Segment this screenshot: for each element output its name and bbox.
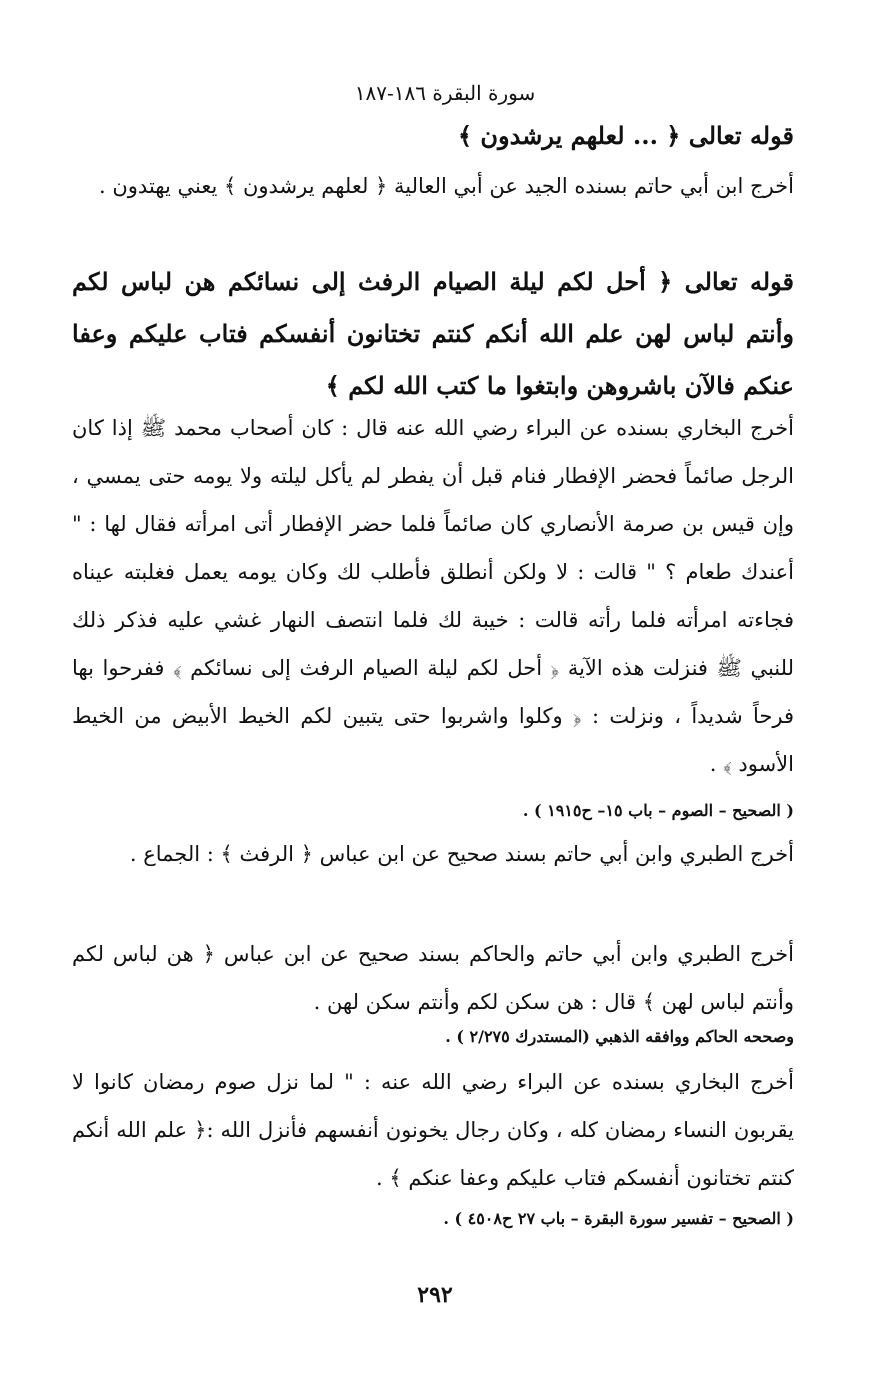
commentary-paragraph-2: أخرج البخاري بسنده عن البراء رضي الله عنه قال : كان أصحاب محمد ﷺ إذا كان الرجل صائماً فحضر الإفطار فنام قبل أن يفطر لم يأكل ليلته ولا يومه حتى يمسي ، وإن قيس بن صرمة الأنصاري كان صائماً فلما حضر الإفطار أتى امرأته فقال لها : " أعندك طعام ؟ " قالت : لا ولكن أنطلق فأطلب لك وكان يومه يعمل فغلبته عيناه فجاءته امرأته فلما رأته قالت : خيبة لك فلما انتصف النهار غشي عليه فذكر ذلك للنبي ﷺ فنزلت هذه الآية ﴿ أحل لكم ليلة الصيام الرفث إلى نسائكم ﴾ ففرحوا بها فرحاً شديداً ، ونزلت : ﴿ وكلوا واشربوا حتى يتبين لكم الخيط الأبيض من الخيط الأسود ﴾ . [72, 416, 794, 776]
commentary-paragraph-5: أخرج البخاري بسنده عن البراء رضي الله عنه : " لما نزل صوم رمضان كانوا لا يقربون النساء رمضان كله ، وكان رجال يخونون أنفسهم فأنزل الله :﴿ علم الله أنكم كنتم تختانون أنفسكم فتاب عليكم وعفا عنكم ﴾ . [72, 1070, 794, 1190]
running-header: سورة البقرة ١٨٦-١٨٧ [354, 81, 536, 105]
commentary-paragraph-4: أخرج الطبري وابن أبي حاتم والحاكم بسند صحيح عن ابن عباس ﴿ هن لباس لكم وأنتم لباس لهن ﴾ قال : هن سكن لكم وأنتم سكن لهن . [72, 942, 794, 1014]
verse-heading-2: قوله تعالى ﴿ أحل لكم ليلة الصيام الرفث إلى نسائكم هن لباس لكم وأنتم لباس لهن علم الله أنكم كنتم تختانون أنفسكم فتاب عليكم وعفا عنكم فالآن باشروهن وابتغوا ما كتب الله لكم ﴾ [72, 267, 794, 400]
verse-heading-1: قوله تعالى ﴿ ... لعلهم يرشدون ﴾ [458, 121, 794, 150]
citation-5: ( الصحيح – تفسير سورة البقرة – باب ٢٧ ح٤٥٠٨ ) . [443, 1209, 794, 1228]
citation-4: وصححه الحاكم ووافقه الذهبي (المستدرك ٢/٢٧٥ ) . [445, 1027, 794, 1046]
commentary-paragraph-3: أخرج الطبري وابن أبي حاتم بسند صحيح عن ابن عباس ﴿ الرفث ﴾ : الجماع . [129, 842, 794, 866]
commentary-paragraph-1: أخرج ابن أبي حاتم بسنده الجيد عن أبي العالية ﴿ لعلهم يرشدون ﴾ يعني يهتدون . [99, 174, 794, 198]
page-number: ٢٩٢ [417, 1282, 453, 1308]
citation-2: ( الصحيح – الصوم – باب ١٥– ح١٩١٥ ) . [522, 801, 794, 820]
